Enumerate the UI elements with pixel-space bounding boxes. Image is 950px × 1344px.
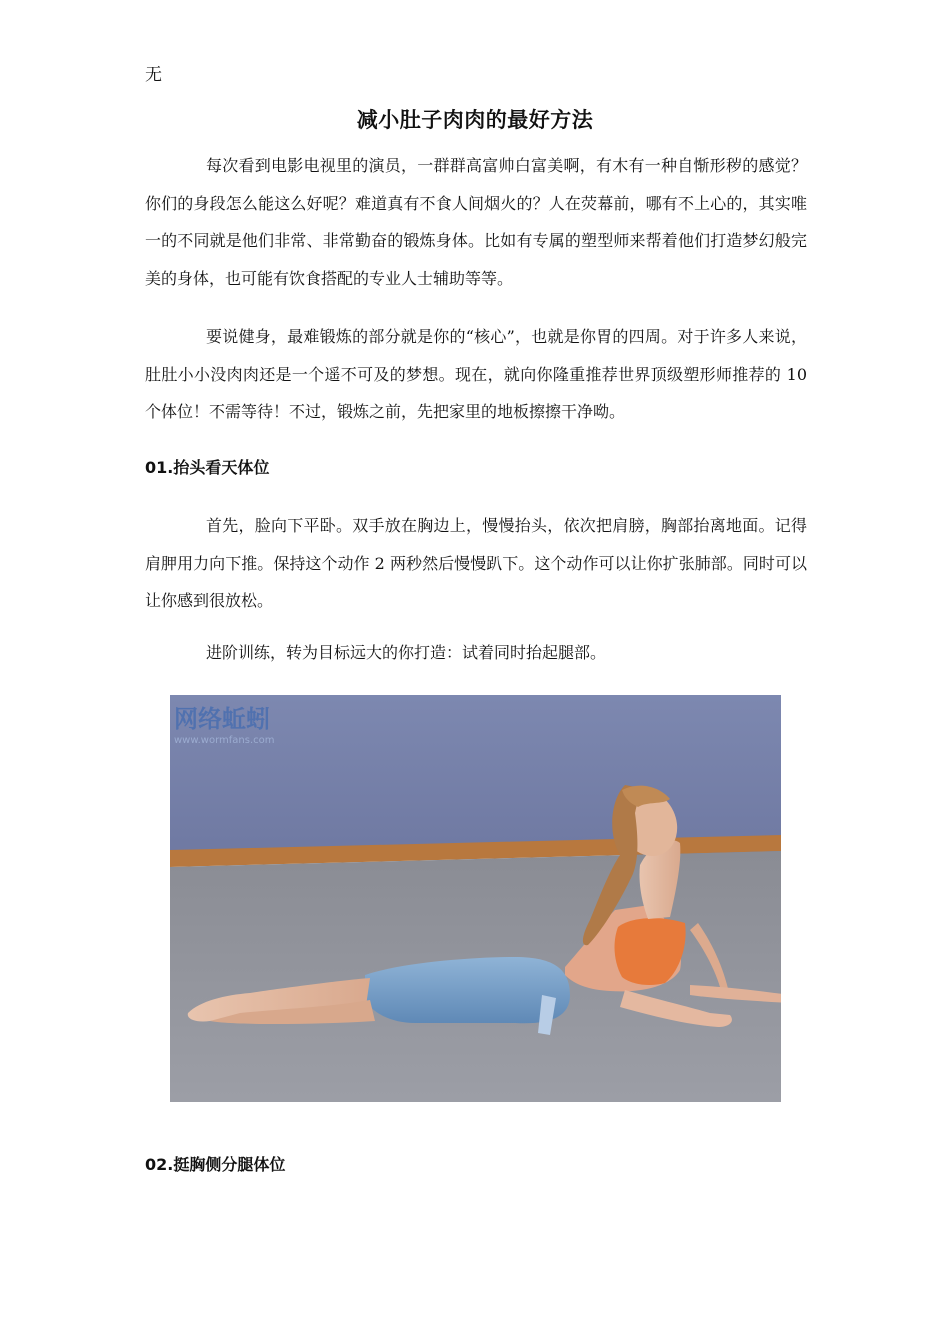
- intro-paragraph-2: 要说健身，最难锻炼的部分就是你的“核心”，也就是你胃的四周。对于许多人来说，肚肚小小没肉肉还是一个遥不可及的梦想。现在，就向你隆重推荐世界顶级塑形师推荐的 10 个体位！不需等待！不过，锻炼之前，先把家里的地板擦擦干净呦。: [145, 327, 807, 421]
- watermark-url: www.wormfans.com: [174, 735, 275, 746]
- document-title: 减小肚子肉肉的最好方法: [356, 107, 594, 132]
- section1-paragraph-1: 首先，脸向下平卧。双手放在胸边上，慢慢抬头，依次把肩膀，胸部抬离地面。记得肩胛用力向下推。保持这个动作 2 两秒然后慢慢趴下。这个动作可以让你扩张肺部。同时可以让你感到很放松。: [145, 516, 807, 610]
- intro-paragraph-1: 每次看到电影电视里的演员，一群群高富帅白富美啊，有木有一种自惭形秽的感觉？你们的身段怎么能这么好呢？难道真有不食人间烟火的？人在荧幕前，哪有不上心的，其实唯一的不同就是他们非常、非常勤奋的锻炼身体。比如有专属的塑型师来帮着他们打造梦幻般完美的身体，也可能有饮食搭配的专业人士辅助等等。: [145, 156, 807, 288]
- section-heading-2: 02.挺胸侧分腿体位: [145, 1155, 286, 1174]
- section-heading-1: 01.抬头看天体位: [145, 458, 270, 477]
- header-mark: 无: [145, 65, 162, 85]
- watermark-title: 网络蚯蚓: [174, 705, 270, 733]
- watermark: [174, 705, 275, 746]
- yoga-pose-photo: [170, 695, 781, 1102]
- section1-paragraph-2: 进阶训练，转为目标远大的你打造：试着同时抬起腿部。: [206, 643, 607, 662]
